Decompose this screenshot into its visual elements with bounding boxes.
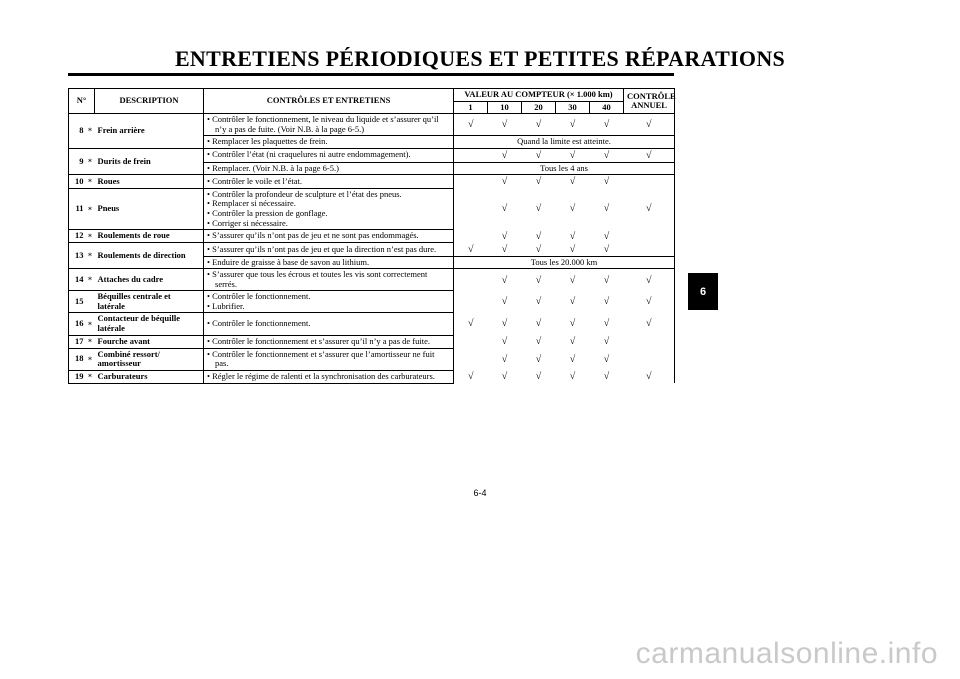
item-description: Pneus xyxy=(95,188,204,229)
odometer-check-mark: √ xyxy=(535,176,542,188)
odometer-check-mark: √ xyxy=(535,274,542,286)
table-row xyxy=(69,313,675,335)
header-checks: CONTRÔLES ET ENTRETIENS xyxy=(204,89,454,114)
item-number: 9 xyxy=(69,148,86,175)
table-row xyxy=(69,243,675,257)
odometer-check-mark: √ xyxy=(535,243,542,255)
table-row xyxy=(69,348,675,370)
odometer-check-mark: √ xyxy=(468,371,474,383)
interval-note: Tous les 20.000 km xyxy=(454,256,675,269)
table-row xyxy=(69,291,675,313)
annual-check-mark: √ xyxy=(624,148,675,162)
odometer-check-mark: √ xyxy=(603,296,610,308)
odometer-check-mark: √ xyxy=(535,371,542,383)
table-row xyxy=(69,370,675,383)
odometer-check-mark xyxy=(454,348,488,370)
odometer-check-mark: √ xyxy=(501,336,508,348)
odometer-check-mark: √ xyxy=(468,118,474,130)
odometer-check-mark: √ xyxy=(501,149,508,161)
check-item: • Remplacer. (Voir N.B. à la page 6-5.) xyxy=(207,162,339,173)
annual-check-mark xyxy=(624,243,675,257)
interval-note: Quand la limite est atteinte. xyxy=(454,136,675,149)
header-odometer-value: 40 xyxy=(590,101,624,114)
check-item: • Contrôler la profondeur de sculpture et l’état des pneus. xyxy=(207,188,402,199)
table-row xyxy=(69,188,675,229)
odometer-check-mark: √ xyxy=(603,230,610,242)
chapter-tab[interactable]: 6 xyxy=(688,273,718,310)
item-description: Béquilles centrale et latérale xyxy=(95,291,204,313)
odometer-check-mark: √ xyxy=(501,371,508,383)
odometer-check-mark: √ xyxy=(569,230,576,242)
annual-check-mark: √ xyxy=(624,269,675,291)
odometer-check-mark: √ xyxy=(535,149,542,161)
odometer-check-mark: √ xyxy=(535,230,542,242)
odometer-check-mark: √ xyxy=(569,203,576,215)
dealer-service-marker: ∗ xyxy=(86,114,95,149)
odometer-check-mark: √ xyxy=(501,118,508,130)
table-row xyxy=(69,269,675,291)
dealer-service-marker: ∗ xyxy=(86,370,95,383)
item-description: Attaches du cadre xyxy=(95,269,204,291)
check-instructions xyxy=(204,114,454,136)
item-description: Combiné ressort/ amortisseur xyxy=(95,348,204,370)
annual-check-mark xyxy=(624,175,675,189)
item-number: 10 xyxy=(69,175,86,189)
check-instructions xyxy=(204,335,454,348)
item-description: Roulements de roue xyxy=(95,230,204,243)
item-description: Carburateurs xyxy=(95,370,204,383)
dealer-service-marker: ∗ xyxy=(86,313,95,335)
odometer-check-mark: √ xyxy=(501,230,508,242)
odometer-check-mark: √ xyxy=(501,274,508,286)
odometer-check-mark: √ xyxy=(569,318,576,330)
odometer-check-mark: √ xyxy=(535,353,542,365)
page-title: ENTRETIENS PÉRIODIQUES ET PETITES RÉPARATIONS xyxy=(174,46,786,71)
odometer-check-mark: √ xyxy=(569,176,576,188)
check-item: • Contrôler le voile et l’état. xyxy=(207,175,303,186)
table-body xyxy=(69,114,675,384)
odometer-check-mark: √ xyxy=(535,203,542,215)
annual-check-mark: √ xyxy=(624,313,675,335)
odometer-check-mark: √ xyxy=(569,118,576,130)
odometer-check-mark xyxy=(454,335,488,348)
header-odometer-value: 10 xyxy=(488,101,522,114)
item-number: 13 xyxy=(69,243,86,269)
page-number: 6-4 xyxy=(473,488,487,498)
annual-check-mark: √ xyxy=(624,188,675,229)
odometer-check-mark: √ xyxy=(603,353,610,365)
odometer-check-mark: √ xyxy=(603,118,610,130)
item-number: 16 xyxy=(69,313,86,335)
header-odometer-value: 20 xyxy=(522,101,556,114)
watermark: carmanualsonline.info xyxy=(635,637,938,670)
check-item: • Corriger si nécessaire. xyxy=(207,217,288,228)
check-item: • Contrôler le fonctionnement et s’assurer que l’amortisseur ne fuit pas. xyxy=(207,348,435,369)
check-item: • Contrôler l’état (ni craquelures ni autre endommagement). xyxy=(207,149,411,160)
check-item: • Régler le régime de ralenti et la synchronisation des carburateurs. xyxy=(207,371,435,382)
odometer-check-mark: √ xyxy=(603,149,610,161)
check-item: • Remplacer si nécessaire. xyxy=(207,198,296,209)
item-number: 11 xyxy=(69,188,86,229)
check-item: • Contrôler la pression de gonflage. xyxy=(207,208,328,218)
header-description: DESCRIPTION xyxy=(95,89,204,114)
check-item: • Contrôler le fonctionnement, le niveau du liquide et s’assurer qu’il n’y a pas de fuite. (Voir N.B. à la page 6-5.) xyxy=(207,114,439,134)
dealer-service-marker: ∗ xyxy=(86,175,95,189)
item-number: 8 xyxy=(69,114,86,149)
check-instructions xyxy=(204,348,454,370)
check-item: • Enduire de graisse à base de savon au lithium. xyxy=(207,256,370,267)
check-item: • Contrôler le fonctionnement et s’assurer qu’il n’y a pas de fuite. xyxy=(207,335,430,346)
odometer-check-mark xyxy=(454,291,488,313)
odometer-check-mark xyxy=(454,148,488,162)
header-odometer-value: 30 xyxy=(556,101,590,114)
table-row xyxy=(69,114,675,136)
check-item: • Lubrifier. xyxy=(207,300,245,311)
item-description: Roues xyxy=(95,175,204,189)
check-instructions xyxy=(204,291,454,313)
check-item: • Remplacer les plaquettes de frein. xyxy=(207,136,328,147)
check-instructions xyxy=(204,243,454,257)
check-instructions xyxy=(204,230,454,243)
dealer-service-marker: ∗ xyxy=(86,188,95,229)
check-instructions xyxy=(204,136,454,149)
maintenance-table xyxy=(68,88,675,384)
table-row xyxy=(69,335,675,348)
odometer-check-mark: √ xyxy=(535,118,542,130)
odometer-check-mark xyxy=(454,269,488,291)
odometer-check-mark xyxy=(454,175,488,189)
odometer-check-mark xyxy=(454,188,488,229)
annual-check-mark: √ xyxy=(624,291,675,313)
odometer-check-mark: √ xyxy=(569,371,576,383)
odometer-check-mark: √ xyxy=(501,296,508,308)
odometer-check-mark: √ xyxy=(535,318,542,330)
annual-check-mark xyxy=(624,335,675,348)
header-no: N° xyxy=(69,89,95,114)
table-row xyxy=(69,175,675,189)
odometer-check-mark: √ xyxy=(501,176,508,188)
item-number: 14 xyxy=(69,269,86,291)
odometer-check-mark: √ xyxy=(535,296,542,308)
odometer-check-mark: √ xyxy=(603,176,610,188)
check-instructions xyxy=(204,148,454,162)
odometer-check-mark: √ xyxy=(569,243,576,255)
odometer-check-mark: √ xyxy=(603,336,610,348)
odometer-check-mark: √ xyxy=(603,274,610,286)
odometer-check-mark: √ xyxy=(468,318,474,330)
odometer-check-mark: √ xyxy=(569,336,576,348)
dealer-service-marker: ∗ xyxy=(86,148,95,175)
header-odometer-value: 1 xyxy=(454,101,488,114)
header-annual: CONTRÔLE ANNUEL xyxy=(624,89,675,114)
item-description: Contacteur de béquille latérale xyxy=(95,313,204,335)
table-row xyxy=(69,230,675,243)
check-item: • Contrôler le fonctionnement. xyxy=(207,291,311,302)
item-number: 12 xyxy=(69,230,86,243)
item-description: Durits de frein xyxy=(95,148,204,175)
dealer-service-marker xyxy=(86,291,95,313)
odometer-check-mark: √ xyxy=(603,203,610,215)
odometer-check-mark: √ xyxy=(603,243,610,255)
odometer-check-mark: √ xyxy=(501,243,508,255)
check-item: • Contrôler le fonctionnement. xyxy=(207,318,311,329)
check-item: • S’assurer que tous les écrous et toutes les vis sont correctement serrés. xyxy=(207,269,428,289)
odometer-check-mark: √ xyxy=(603,318,610,330)
item-number: 15 xyxy=(69,291,86,313)
table-row xyxy=(69,148,675,162)
item-number: 18 xyxy=(69,348,86,370)
dealer-service-marker: ∗ xyxy=(86,335,95,348)
odometer-check-mark: √ xyxy=(501,318,508,330)
odometer-check-mark xyxy=(454,230,488,243)
check-instructions xyxy=(204,162,454,175)
item-description: Frein arrière xyxy=(95,114,204,149)
dealer-service-marker: ∗ xyxy=(86,269,95,291)
dealer-service-marker: ∗ xyxy=(86,243,95,269)
annual-check-mark xyxy=(624,230,675,243)
odometer-check-mark: √ xyxy=(501,353,508,365)
odometer-check-mark: √ xyxy=(569,149,576,161)
annual-check-mark: √ xyxy=(624,114,675,136)
annual-check-mark xyxy=(624,348,675,370)
item-description: Roulements de direction xyxy=(95,243,204,269)
check-instructions xyxy=(204,370,454,383)
check-instructions xyxy=(204,175,454,189)
interval-note: Tous les 4 ans xyxy=(454,162,675,175)
annual-check-mark: √ xyxy=(624,370,675,383)
check-item: • S’assurer qu’ils n’ont pas de jeu et que la direction n’est pas dure. xyxy=(207,243,437,254)
check-instructions xyxy=(204,256,454,269)
item-number: 19 xyxy=(69,370,86,383)
odometer-check-mark: √ xyxy=(569,296,576,308)
check-instructions xyxy=(204,313,454,335)
odometer-check-mark: √ xyxy=(569,353,576,365)
title-rule xyxy=(68,73,674,76)
check-instructions xyxy=(204,269,454,291)
check-instructions xyxy=(204,188,454,229)
odometer-check-mark: √ xyxy=(501,203,508,215)
item-number: 17 xyxy=(69,335,86,348)
check-item: • S’assurer qu’ils n’ont pas de jeu et ne sont pas endommagés. xyxy=(207,230,419,241)
dealer-service-marker: ∗ xyxy=(86,230,95,243)
odometer-check-mark: √ xyxy=(569,274,576,286)
header-odometer: VALEUR AU COMPTEUR (× 1.000 km) xyxy=(454,89,624,102)
odometer-check-mark: √ xyxy=(603,371,610,383)
odometer-check-mark: √ xyxy=(468,243,474,255)
odometer-check-mark: √ xyxy=(535,336,542,348)
dealer-service-marker: ∗ xyxy=(86,348,95,370)
item-description: Fourche avant xyxy=(95,335,204,348)
